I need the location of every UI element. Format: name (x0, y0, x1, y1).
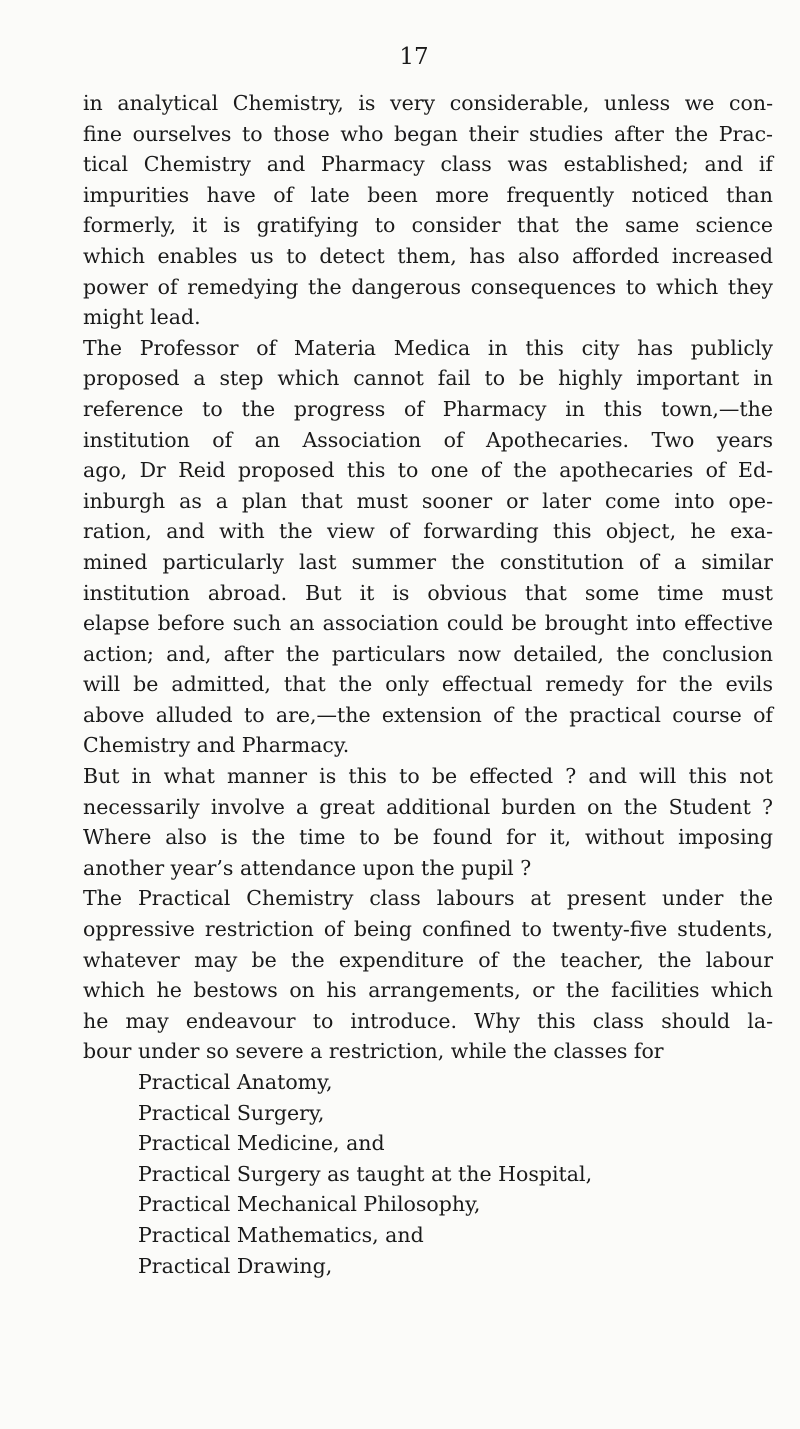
text-line: action; and, after the particulars now detailed, the conclusion (83, 641, 773, 666)
page-number: 17 (399, 44, 429, 70)
text-line: institution of an Association of Apothecaries. Two years (83, 427, 773, 452)
text-line: bour under so severe a restriction, while the classes for (83, 1039, 664, 1064)
text-line: ago, Dr Reid proposed this to one of the apothecaries of Ed- (83, 458, 773, 483)
text-line: another year’s attendance upon the pupil ? (83, 855, 532, 880)
list-item: Practical Anatomy, (138, 1070, 333, 1094)
text-line: The Practical Chemistry class labours at present under the (83, 886, 773, 911)
text-line: proposed a step which cannot fail to be highly important in (83, 366, 773, 391)
list-item: Practical Medicine, and (138, 1131, 385, 1156)
text-line: But in what manner is this to be effected ? and will this not (83, 764, 773, 789)
text-line: impurities have of late been more frequently noticed than (83, 182, 773, 207)
text-line: oppressive restriction of being confined to twenty-five students, (83, 917, 773, 942)
text-line: tical Chemistry and Pharmacy class was established; and if (83, 152, 773, 177)
text-line: The Professor of Materia Medica in this city has publicly (83, 335, 773, 360)
text-line: whatever may be the expenditure of the teacher, the labour (83, 947, 773, 972)
text-line: which enables us to detect them, has also afforded increased (83, 243, 773, 268)
list-item: Practical Surgery, (138, 1100, 325, 1125)
body-text (83, 88, 773, 1281)
list-item: Practical Mechanical Philosophy, (138, 1192, 481, 1217)
text-line: Where also is the time to be found for it, without imposing (83, 825, 773, 850)
list-item: Practical Mathematics, and (138, 1222, 424, 1247)
text-line: reference to the progress of Pharmacy in this town,—the (83, 396, 773, 421)
list-item: Practical Drawing, (138, 1253, 333, 1278)
text-line: elapse before such an association could be brought into effective (83, 611, 773, 636)
text-line: fine ourselves to those who began their studies after the Prac- (83, 121, 773, 146)
text-line: above alluded to are,—the extension of the practical course of (83, 702, 773, 727)
text-line: Chemistry and Pharmacy. (83, 733, 350, 758)
text-line: which he bestows on his arrangements, or the facilities which (83, 978, 773, 1003)
text-line: power of remedying the dangerous consequences to which they (83, 274, 773, 299)
text-line: will be admitted, that the only effectual remedy for the evils (83, 672, 773, 697)
text-line: formerly, it is gratifying to consider that the same science (83, 213, 773, 238)
list-item: Practical Surgery as taught at the Hospital, (138, 1161, 593, 1186)
text-line: he may endeavour to introduce. Why this class should la- (83, 1008, 773, 1033)
text-line: inburgh as a plan that must sooner or later come into ope- (83, 488, 773, 513)
text-line: in analytical Chemistry, is very considerable, unless we con- (83, 91, 773, 115)
text-line: might lead. (83, 305, 201, 330)
text-line: mined particularly last summer the constitution of a similar (83, 549, 773, 574)
text-line: ration, and with the view of forwarding this object, he exa- (83, 519, 773, 544)
text-line: institution abroad. But it is obvious that some time must (83, 580, 773, 605)
text-line: necessarily involve a great additional burden on the Student ? (83, 794, 773, 819)
